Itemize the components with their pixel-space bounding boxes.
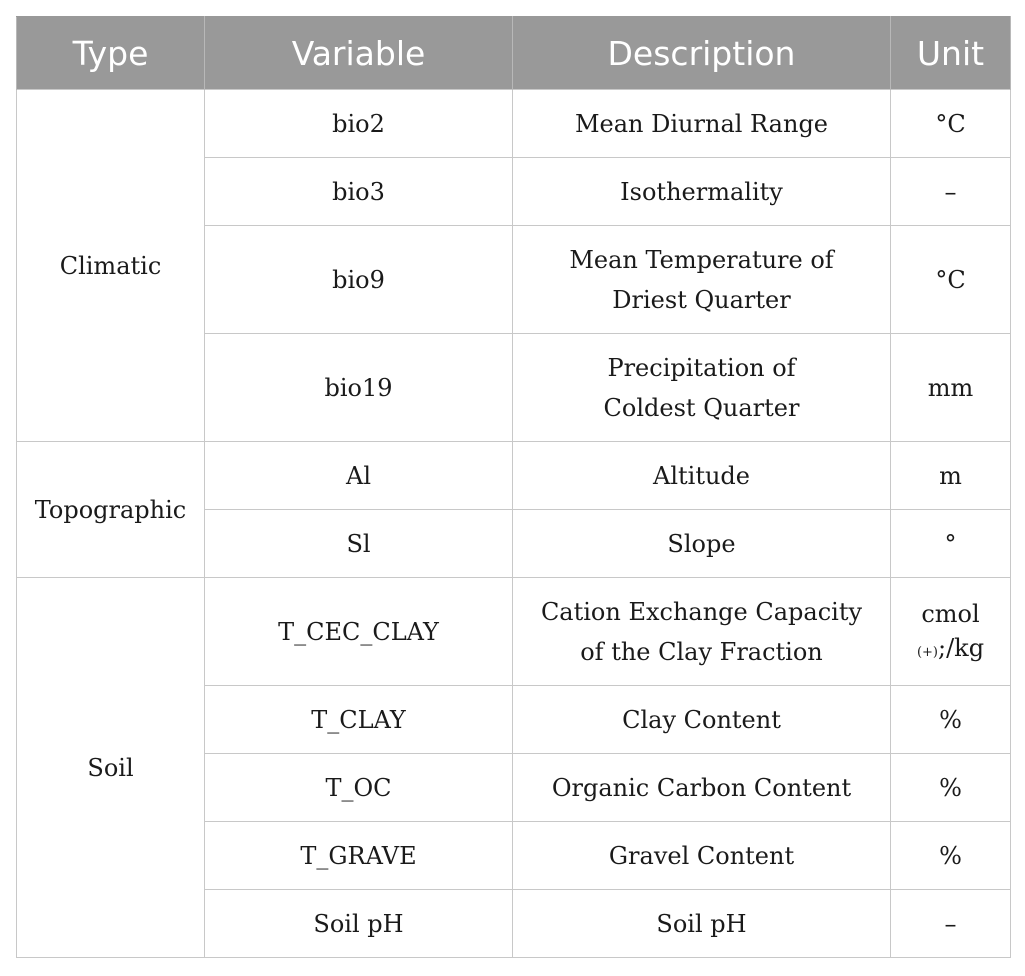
cell-unit: % (891, 686, 1011, 754)
cell-variable: bio2 (205, 90, 513, 158)
unit-subscript: (+) (916, 645, 938, 660)
cell-description (513, 578, 891, 686)
header-type: Type (17, 17, 205, 90)
cell-unit (891, 578, 1011, 686)
description-line: Precipitation of (607, 353, 796, 382)
cell-description: Organic Carbon Content (513, 754, 891, 822)
header-variable: Variable (205, 17, 513, 90)
cell-unit: – (891, 158, 1011, 226)
cell-unit: °C (891, 226, 1011, 334)
cell-variable: bio9 (205, 226, 513, 334)
description-line: of the Clay Fraction (580, 637, 823, 666)
description-line: Cation Exchange Capacity (540, 597, 863, 626)
cell-variable: Sl (205, 510, 513, 578)
description-line: Driest Quarter (612, 285, 791, 314)
group-climatic: Climatic (17, 90, 205, 442)
cell-description: Isothermality (513, 158, 891, 226)
cell-unit: – (891, 890, 1011, 958)
description-line: Coldest Quarter (603, 393, 800, 422)
cell-description: Soil pH (513, 890, 891, 958)
cell-description (513, 334, 891, 442)
cell-variable: T_CEC_CLAY (205, 578, 513, 686)
cell-variable: T_CLAY (205, 686, 513, 754)
table-row (17, 442, 1011, 510)
table-row (17, 90, 1011, 158)
cell-variable: T_OC (205, 754, 513, 822)
unit-rest: ;/kg (937, 634, 985, 662)
header-unit: Unit (891, 17, 1011, 90)
table-row (17, 578, 1011, 686)
cell-unit: mm (891, 334, 1011, 442)
cell-variable: bio19 (205, 334, 513, 442)
cell-description: Clay Content (513, 686, 891, 754)
group-soil: Soil (17, 578, 205, 958)
unit-line: cmol (921, 600, 980, 628)
cell-description: Gravel Content (513, 822, 891, 890)
cell-description: Slope (513, 510, 891, 578)
cell-description: Altitude (513, 442, 891, 510)
group-topographic: Topographic (17, 442, 205, 578)
cell-unit: ° (891, 510, 1011, 578)
variables-table-container (16, 16, 1010, 958)
cell-description (513, 226, 891, 334)
table-header-row (17, 17, 1011, 90)
cell-variable: T_GRAVE (205, 822, 513, 890)
variables-table (16, 16, 1011, 958)
header-description: Description (513, 17, 891, 90)
cell-unit: % (891, 822, 1011, 890)
cell-unit: % (891, 754, 1011, 822)
cell-variable: Soil pH (205, 890, 513, 958)
cell-unit: m (891, 442, 1011, 510)
cell-variable: Al (205, 442, 513, 510)
cell-variable: bio3 (205, 158, 513, 226)
cell-unit: °C (891, 90, 1011, 158)
unit-line (901, 633, 1000, 668)
cell-description: Mean Diurnal Range (513, 90, 891, 158)
description-line: Mean Temperature of (569, 245, 834, 274)
